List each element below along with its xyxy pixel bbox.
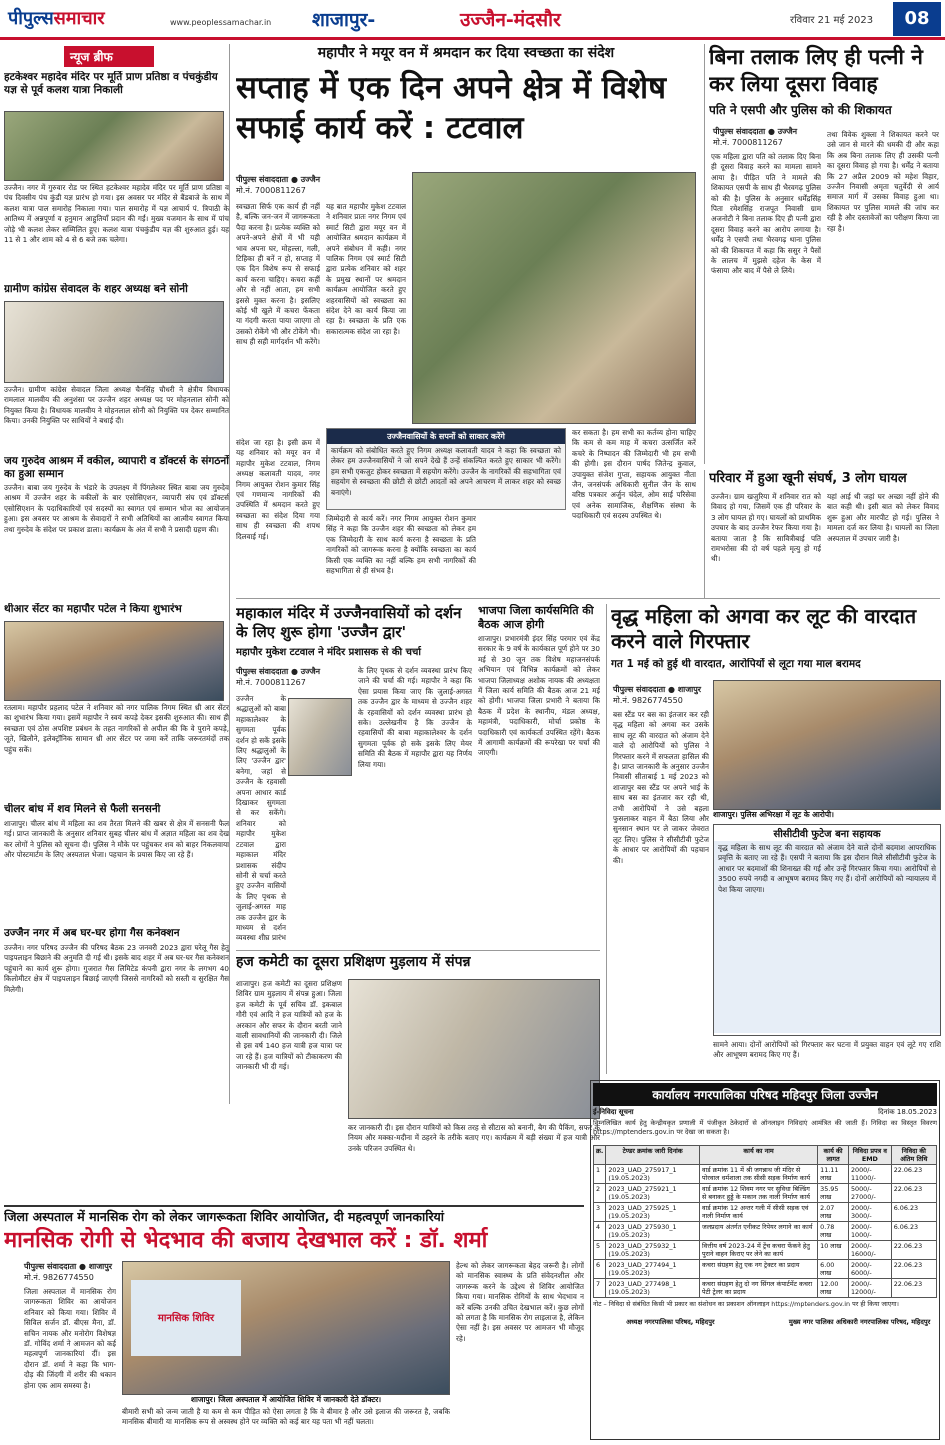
bhajpa-story <box>478 604 600 944</box>
mahakal-column-2: के लिए पृथक से दर्शन व्यवस्था प्रारंभ किए जाने की चर्चा की गई। महापौर ने कहा कि ऐसा प्रयास किया जाए कि जुलाई-अगस्त तक उज्जैन द्वार के माध्यम से उज्जैन शहर के रहवासियों को दर्शन व्यवस्था प्रारंभ हो सके। उल्लेखनीय है कि उज्जैन के रहवासियों की बाबा महाकालेश्वर के दर्शन सुगमता पूर्वक हो सके इसके लिए मेयर समिति की बैठक में महापौर द्वारा यह निर्णय लिया गया। <box>358 666 472 769</box>
talaq-subheadline: पति ने एसपी और पुलिस को की शिकायत <box>709 103 892 117</box>
three-r-centre-photo <box>4 621 224 701</box>
tender-notice <box>590 1080 940 1440</box>
tender-cell: 2000/- 12000/- <box>848 1279 891 1298</box>
lead-column-5: कर सकता है। हम सभी का कर्तव्य होना चाहिए कि कम से कम माह में कचरा उत्सर्जित करें कचरे के निष्पादन की जिम्मेदारी भी हम सभी की होगी। इस दौरान पार्षद जितेन्द्र कुवाल, उपायुक्त संजेश गुप्ता, सहायक आयुक्त नीता जैन, जनसंपर्क अधिकारी सुनील जैन के साथ वरिष्ठ पत्रकार अर्जुन चंदेल, ओम साई परिसेवा एवं अनेक सामाजिक, शैक्षणिक संस्था के पदाधिकारी एवं सदस्य उपस्थित थे। <box>572 428 696 521</box>
cctv-title: सीसीटीवी फुटेज बना सहायक <box>714 825 940 841</box>
tender-cell: 1 <box>594 1165 606 1184</box>
brief-headline-6: उज्जैन नगर में अब घर-घर होगा गैस कनेक्शन <box>4 927 180 939</box>
accused-photo <box>713 680 941 810</box>
talaq-story <box>704 44 940 464</box>
brief-headline-2: ग्रामीण कांग्रेस सेवादल के शहर अध्यक्ष बने सोनी <box>4 283 188 295</box>
mental-byline: पीपुल्स संवाददाता ● शाजापुर <box>24 1262 113 1271</box>
brief-text-2: उज्जैन। ग्रामीण कांग्रेस सेवादल जिला अध्यक्ष चैनसिंह चौधरी ने क्षेत्रीय विधायक रामलाल मालवीय की अनुशंसा पर उज्जैन शहर अध्यक्ष पद पर मोहनलाल सोनी को नियुक्त किया है। विधायक मालवीय ने मोहनलाल सोनी को नियुक्ति पत्र देकर सम्मानित किया। उनकी नियुक्ति पर साथियों ने बधाई दी। <box>4 385 229 426</box>
mayur-van-shramdan-photo <box>412 172 696 424</box>
khooni-column-2: यहां आई थी जहां घर अच्छा नहीं होने की बात कही थी। इसी बात को लेकर विवाद शुरू हुआ और मारपीट हो गई। पुलिस ने मामला दर्ज कर लिया है। घायलों का जिला अस्पताल में उपचार जारी है। <box>827 492 939 543</box>
loot-story <box>606 604 940 1074</box>
kalash-yatra-photo <box>4 111 224 181</box>
callout-text: कार्यक्रम को संबोधित करते हुए निगम अध्यक्ष कलावती यादव ने कहा कि स्वच्छता को लेकर हम उज्जैनवासियों ने जो सपने देखे हैं उन्हें संकल्पित करते हुए साकार भी करेंगे। हम सभी एकजुट होकर स्वच्छता में सहयोग करेंगे। उज्जैन के नागरिकों की सहभागिता एवं सहयोग से स्वच्छता की छोटी से छोटी आदतों को अपने आचरण में लाकर शहर को स्वच्छ बनाएंगे। <box>331 446 561 497</box>
loot-mobile: मो.नं. 9826774550 <box>613 696 683 705</box>
tender-cell: 22.06.23 <box>891 1260 936 1279</box>
mental-column-3: हेल्थ को लेकर जागरूकता बेहद जरूरी है। लोगों को मानसिक स्वास्थ्य के प्रति संवेदनशील और जागरूक करने के उद्देश्य से शिविर आयोजित किया गया। मानसिक रोगियों के साथ भेदभाव न करें बल्कि उनकी उचित देखभाल करें। कुछ लोगों को लगता है कि मानसिक रोग लाइलाज है, लेकिन ऐसा नहीं है। इस अवसर पर आमजन भी मौजूद रहे। <box>456 1261 584 1343</box>
brief-text-6: उज्जैन। नगर परिषद उज्जैन की परिषद बैठक 23 जनवरी 2023 द्वारा घरेलू गैस हेतु पाइपलाइन बिछाने की अनुमति दी गई थी। इसके बाद शहर में अब घर-घर गैस कनेक्शन पहुंचाने का कार्य शुरू होगा। गुजरात गैस लिमिटेड कंपनी द्वारा नगर के लगभग 40 किलोमीटर क्षेत्र में पाइपलाइन बिछाई जाएगी जिससे नागरिकों को सस्ती व सुरक्षित गैस मिलेगी। <box>4 943 229 994</box>
tender-sign-right: मुख्य नगर पालिका अधिकारी नगरपालिका परिषद, महिदपुर <box>788 1318 931 1326</box>
tender-cell: 2023_UAD_277494_1 (19.05.2023) <box>606 1260 700 1279</box>
mahakal-story <box>236 604 472 944</box>
tender-note: नोट – निविदा से संबंधित किसी भी प्रकार का संशोधन का प्रकाशन ऑनलाइन https://mptenders.gov.in पर ही किया जाएगा। <box>593 1300 899 1308</box>
mahakal-byline: पीपुल्स संवाददाता ● उज्जैन <box>236 667 321 676</box>
tender-cell: 2000/- 3000/- <box>848 1203 891 1222</box>
mental-headline: मानसिक रोगी से भेदभाव की बजाय देखभाल करें : डॉ. शर्मा <box>4 1228 488 1253</box>
lead-mobile: मो.नं. 7000811267 <box>236 186 306 195</box>
divider <box>236 598 940 599</box>
tender-cell: 0.78 लाख <box>818 1222 849 1241</box>
haj-column-2: कर जानकारी दी। इस दौरान यात्रियों को किस तरह से सीटास को बनानी, बैग की पैकिंग, सफर के नियम और मक्का-मदीना में ठहरने के तरीके बताए गए। कार्यक्रम में बड़ी संख्या में हज यात्री और उनके परिजन उपस्थित थे। <box>348 1123 600 1153</box>
haj-training-photo <box>348 979 600 1119</box>
cctv-box <box>713 824 941 1036</box>
tender-cell: 2.07 लाख <box>818 1203 849 1222</box>
brief-text-4: रतलाम। महापौर प्रहलाद पटेल ने शनिवार को नगर पालिक निगम स्थित थ्री आर सेंटर का शुभारंभ किया गया। इसमें महापौर ने स्वयं कपड़े देकर इसकी शुरुआत की। साथ ही स्वच्छता एवं ठोस अपशिष्ट प्रबंधन के तहत नागरिकों से अपील की कि वे पुराने कपड़े, जूते, खिलौने, इलेक्ट्रॉनिक सामान थ्री आर सेंटर पर जमा करें ताकि जरूरतमंदों तक पहुंच सकें। <box>4 703 229 754</box>
lead-column-3: संदेश जा रहा है। इसी क्रम में यह शनिवार को मयूर वन में महापौर मुकेश टटवाल, निगम अध्यक्ष कलावती यादव, नगर निगम आयुक्त रोशन कुमार सिंह एवं गणमान्य नागरिकों की उपस्थिति में श्रमदान करते हुए स्वच्छता का संदेश दिया गया साथ ही स्वच्छता की शपथ दिलवाई गई। <box>236 438 320 541</box>
tender-cell: 4 <box>594 1222 606 1241</box>
tender-header-cell: निविदा प्रपत्र व EMD <box>848 1146 891 1165</box>
page-number: 08 <box>893 2 941 36</box>
tender-cell: वार्ड क्रमांक 11 में श्री जगन्नाथ जी मंदिर से पोरवाल धर्मशाला तक सीसी सड़क निर्माण कार्य <box>699 1165 817 1184</box>
tender-row <box>594 1260 937 1279</box>
mental-column-2: बीमारी सभी को जन्म जाती है या कम से कम पीड़ित को ऐसा लगता है कि वे बीमार है और उसे इलाज की जरूरत है, जबकि मानसिक बीमारी या मानसिक रूप से अस्वस्थ होने पर व्यक्ति को कई बार यह पता भी नहीं चलता। <box>122 1407 450 1427</box>
tender-cell: 7 <box>594 1279 606 1298</box>
tender-cell: 22.06.23 <box>891 1279 936 1298</box>
website-url[interactable]: www.peoplessamachar.in <box>170 18 272 27</box>
mental-kicker: जिला अस्पताल में मानसिक रोग को लेकर जागरूकता शिविर आयोजित, दी महत्वपूर्ण जानकारियां <box>4 1209 445 1224</box>
lead-kicker: महापौर ने मयूर वन में श्रमदान कर दिया स्वच्छता का संदेश <box>317 45 615 61</box>
news-brief-label: न्यूज ब्रीफ <box>64 46 154 67</box>
khooni-sangharsh-story <box>704 470 940 598</box>
brief-headline-5: चीलर बांध में शव मिलने से फैली सनसनी <box>4 803 161 815</box>
loot-tail-text: सामने आया। दोनों आरोपियों को गिरफ्तार कर घटना में प्रयुक्त वाहन एवं लूटे गए राशि और आभूषण बरामद किए गए हैं। <box>713 1040 941 1060</box>
camp-photo <box>122 1261 450 1395</box>
brief-headline-4: थीआर सेंटर का महापौर पटेल ने किया शुभारंभ <box>4 603 182 615</box>
tender-cell: 5 <box>594 1241 606 1260</box>
tender-header-cell: कार्य की लागत <box>818 1146 849 1165</box>
brief-text-3: उज्जैन। बाबा जय गुरुदेव के भंडारे के उपलक्ष्य में पिंगलेश्वर स्थित बाबा जय गुरुदेव आश्रम में उज्जैन शहर के वकीलों के बार एसोसिएशन, व्यापारी संघ एवं डॉक्टर्स एसोसिएशन के पदाधिकारियों एवं सदस्यों का स्वागत एवं सम्मान भोज का आयोजन हुआ। इस अवसर पर आश्रम के सेवादारों ने सभी अतिथियों का आत्मीय स्वागत किया तथा गुरुदेव के संदेश पर प्रकाश डाला। कार्यक्रम के अंत में सभी ने प्रसादी ग्रहण की। <box>4 483 229 534</box>
tender-table <box>593 1145 937 1298</box>
tender-row <box>594 1279 937 1298</box>
brief-headline-1: हटकेश्वर महादेव मंदिर पर मूर्ति प्राण प्रतिष्ठा व पंचकुंडीय यज्ञ से पूर्व कलश यात्रा निकाली <box>4 71 218 96</box>
tender-cell: कचरा संग्रहण हेतु एक नग ट्रेक्टर का प्रदाय <box>699 1260 817 1279</box>
tender-cell: 22.06.23 <box>891 1241 936 1260</box>
tender-cell: कचरा संग्रहण हेतु दो नग सिंगल कंपार्टमेंट कचरा पेटी ट्रेलर का प्रदाय <box>699 1279 817 1298</box>
lead-byline: पीपुल्स संवाददाता ● उज्जैन <box>236 175 321 184</box>
mahakal-headline: महाकाल मंदिर में उज्जैनवासियों को दर्शन के लिए शुरू होगा 'उज्जैन द्वार' <box>236 604 462 641</box>
tender-cell: 2000/- 1000/- <box>848 1222 891 1241</box>
tender-cell: 2000/- 11000/- <box>848 1165 891 1184</box>
tender-sign-left: अध्यक्ष नगरपालिका परिषद, महिदपुर <box>626 1318 715 1326</box>
mahakal-column-1: उज्जैन के श्रद्धालुओं को बाबा महाकालेश्वर के सुगमता पूर्वक दर्शन हो सकें इसके लिए श्रद्धालुओं के लिए 'उज्जैन द्वार' बनेगा, जहां से उज्जैन के रहवासी अपना आधार कार्ड दिखाकर सुगमता से कर सकेंगे। शनिवार को महापौर मुकेश टटवाल द्वारा महाकाल मंदिर प्रशासक संदीप सोनी से चर्चा करते हुए उज्जैन वासियों के लिए पृथक से जुलाई-अगस्त माह तक उज्जैन द्वार के माध्यम से दर्शन व्यवस्था शीघ्र प्रारंभ <box>236 694 286 943</box>
mental-camp-banner: मानसिक शिविर <box>131 1280 241 1356</box>
haj-headline: हज कमेटी का दूसरा प्रशिक्षण मुड़लाय में संपन्न <box>236 954 471 970</box>
mental-photo-caption: शाजापुर। जिला अस्पताल में आयोजित शिविर में जानकारी देते डॉक्टर। <box>122 1395 450 1405</box>
talaq-mobile: मो.नं. 7000811267 <box>713 138 783 147</box>
lead-column-4: जिम्मेदारी से कार्य करें। नगर निगम आयुक्त रोशन कुमार सिंह ने कहा कि उज्जैन शहर की स्वच्छता को लेकर हम एक जिम्मेदारी के साथ कार्य करना है स्वच्छता के प्रति नागरिकों को जागरूक करना है क्योंकि स्वच्छता का कार्य किसी एक व्यक्ति का नहीं बल्कि हम सभी नागरिकों की सहभागिता से ही संभव है। <box>326 514 476 576</box>
tender-row <box>594 1184 937 1203</box>
lead-column-1: स्वच्छता सिर्फ एक कार्य ही नहीं है, बल्कि जन-जन में जागरूकता पैदा करना है। प्रत्येक व्यक्ति को अपने-अपने क्षेत्रों में भी यही भाव अपना घर, मोहल्ला, गली, टिहिका ही बनें न हो, सप्ताह में एक दिन विशेष रूप से सफाई कार्य करना चाहिए। कचरा कहीं और से नहीं आता, हम सभी इससे मुक्त करना है। इसलिए कोई भी खुले में कचरा फेंकता या गंदगी करता पाया जाएगा तो उसको रोकेंगे भी और टोकेंगे भी। साथ ही सही मार्गदर्शन भी करेंगे। <box>236 202 320 347</box>
tender-cell: 11.11 लाख <box>818 1165 849 1184</box>
tender-cell: वित्तीय वर्ष 2023-24 में ट्रेंच कचरा फेंकने हेतु पुराने वाहन किराए पर लेने का कार्य <box>699 1241 817 1260</box>
tender-cell: 2023_UAD_275925_1 (19.05.2023) <box>606 1203 700 1222</box>
tender-cell: 3 <box>594 1203 606 1222</box>
mahakal-mobile: मो.नं. 7000811267 <box>236 678 306 687</box>
brief-text-5: शाजापुर। चीलर बांध में महिला का शव तैरता मिलने की खबर से क्षेत्र में सनसनी फैल गई। प्राप्त जानकारी के अनुसार शनिवार सुबह चीलर बांध में अज्ञात महिला का शव देख कर लोगों ने पुलिस को सूचना दी। पुलिस ने मौके पर पहुंचकर शव को बाहर निकलवाया और पोस्टमार्टम के लिए अस्पताल भेजा। पहचान के प्रयास किए जा रहे हैं। <box>4 819 229 860</box>
tender-subtitle: ई-निविदा सूचना <box>593 1108 634 1116</box>
brief-text-1: उज्जैन। नगर में गुरुवार रोड पर स्थित हटकेश्वर महादेव मंदिर पर मूर्ति प्राण प्रतिष्ठा व पंच दिवसीय पंच कुंडी यज्ञ प्रारंभ हो गया। इस अवसर पर मंदिर से बैंडबाजे के साथ में कलश यात्रा पाल समारोह निकाला गया। पाल समारोह में यज्ञ आचार्य पं. त्रिपाठी के आतिथ्य में अन्नपूर्णा व हनुमान आहुतियाँ प्रदान की गईं। मुख्य यजमान के साथ में पांच जोड़े भी कलश लेकर सम्मिलित हुए। कलश यात्रा पंचकुंडीय यज्ञ की शुरुआत हुई। यह 11 से 1 और शाम को 4 से 6 बजे तक चलेगा। <box>4 183 229 245</box>
tender-cell: 22.06.23 <box>891 1165 936 1184</box>
tender-row <box>594 1222 937 1241</box>
khooni-column-1: उज्जैन। ग्राम खजुरिया में शनिवार रात को विवाद हो गया, जिसमें एक ही परिवार के 3 लोग घायल हो गए। घायलों को प्राथमिक उपचार के बाद उज्जैन रेफर किया गया है। बताया जाता है कि सावित्रीबाई पति रामभरोसा की दो वर्ष पहले मृत्यु हो गई थी। <box>711 492 821 564</box>
talaq-column-2: तथा विवेक शुक्ला ने शिकायत करने पर उसे जान से मारने की धमकी दी और कहा कि अब बिना तलाक लिए ही उसकी पत्नी का दूसरा विवाह हो गया है। धर्मेंद्र ने बताया कि 27 अप्रैल 2009 को महेश विहार, उज्जैन निवासी अमृता चतुर्वेदी से आर्य समाज मार्ग में उसका विवाह हुआ था। शिकायत पर पुलिस मामले की जांच कर रही है और दस्तावेजों का परीक्षण किया जा रहा है। <box>827 130 939 233</box>
tender-cell: 35.95 लाख <box>818 1184 849 1203</box>
mahakal-subheadline: महापौर मुकेश टटवाल ने मंदिर प्रशासक से की चर्चा <box>236 647 421 658</box>
talaq-byline: पीपुल्स संवाददाता ● उज्जैन <box>713 127 798 136</box>
talaq-column-1: एक महिला द्वारा पति को तलाक दिए बिना ही दूसरा विवाह करने का मामला सामने आया है। पीड़ित पति ने मामले की शिकायत एसपी के साथ ही भैरवगढ़ पुलिस को की है। पुलिस के अनुसार धर्मेंद्रसिंह पिता रमेशसिंह राजपूत निवासी ग्राम अजनोटी ने बिना तलाक दिए ही पत्नी द्वारा दूसरा विवाह करने का आरोप लगाया है। धर्मेंद्र ने एसपी तथा भैरवगढ़ थाना पुलिस को की शिकायत में कहा कि ससुर ने पैसों के लालच में मुझसे दहेज के केस में फंसाया और बाद में पैसे ले लिये। <box>711 152 821 276</box>
tender-cell: 10 लाख <box>818 1241 849 1260</box>
bhajpa-text: शाजापुर। प्रभारमंत्री इंदर सिंह परमार एवं केंद्र सरकार के 9 वर्ष के कार्यकाल पूर्ण होने पर 30 मई से 30 जून तक विशेष महाजनसंपर्क अभियान एवं विभिन्न कार्यक्रमों को लेकर भाजपा जिलाध्यक्ष अशोक नायक की अध्यक्षता में जिला कार्य समिति की बैठक आज 21 मई को होगी। भाजपा जिला प्रभारी ने बताया कि बैठक में प्रदेश के स्थानीय, मंडल अध्यक्ष, महामंत्री, पदाधिकारी, मोर्चा प्रकोष्ठ के पदाधिकारी एवं कार्यकर्ता उपस्थित रहेंगे। बैठक में आगामी कार्यक्रमों की रूपरेखा पर चर्चा की जाएगी। <box>478 634 600 758</box>
cctv-text: वृद्ध महिला के साथ लूट की वारदात को अंजाम देने वाले दोनों बदमाश आपराधिक प्रवृत्ति के बताए जा रहे हैं। एसपी ने बताया कि इस दौरान मिले सीसीटीवी फुटेज के आधार पर बदमाशों की शिनाख्त की गई और उन्हें गिरफ्तार किया गया। आरोपियों से 3500 रुपये नगदी व आभूषण बरामद किए गए हैं। दोनों आरोपियों को न्यायालय में पेश किया जाएगा। <box>714 841 940 1033</box>
bhajpa-headline: भाजपा जिला कार्यसमिति की बैठक आज होगी <box>478 604 594 631</box>
tender-cell: 6 <box>594 1260 606 1279</box>
haj-story <box>236 950 600 1200</box>
loot-byline: पीपुल्स संवाददाता ● शाजापुर <box>613 685 702 694</box>
news-brief-column <box>4 44 230 1104</box>
tender-header-cell: क्र. <box>594 1146 606 1165</box>
tender-cell: 2023_UAD_275932_1 (19.05.2023) <box>606 1241 700 1260</box>
tender-title: कार्यालय नगरपालिका परिषद महिदपुर जिला उज्जैन <box>593 1083 937 1106</box>
mental-column-1: जिला अस्पताल में मानसिक रोग जागरूकता शिविर का आयोजन शनिवार को किया गया। शिविर में सिविल सर्जन डॉ. बीएस मैना, डॉ. सचिन नायक और मनोरोग विशेषज्ञ डॉ. गोविंद शर्मा ने आमजन को कई महत्वपूर्ण जानकारियां दीं। इस दौरान डॉ. शर्मा ने कहा कि भाग-दौड़ की जिंदगी में शरीर की थकान होना एक आम समस्या है। <box>24 1287 116 1390</box>
tender-cell: 2000/- 6000/- <box>848 1260 891 1279</box>
tender-cell: वार्ड क्रमांक 12 अन्तर गली में सीसी सड़क एवं नाली निर्माण कार्य <box>699 1203 817 1222</box>
brief-headline-3: जय गुरुदेव आश्रम में वकील, व्यापारी व डॉक्टर्स के संगठनों का हुआ सम्मान <box>4 455 229 480</box>
tender-intro: निम्नलिखित कार्य हेतु केन्द्रीयकृत प्रणाली में पंजीकृत ठेकेदारों से ऑनलाइन निविदाएं आमंत्रित की जाती हैं। निविदा का विस्तृत विवरण https://mptenders.gov.in पर देखा जा सकता है। <box>593 1119 937 1136</box>
tender-cell: 2000/- 16000/- <box>848 1241 891 1260</box>
tender-row <box>594 1165 937 1184</box>
tender-cell: 6.06.23 <box>891 1203 936 1222</box>
edition-city-primary: शाजापुर- <box>312 9 376 31</box>
tender-cell: 6.00 लाख <box>818 1260 849 1279</box>
tender-cell: जलप्रदाय अंतर्गत एनीकट रिपेयर लगाने का कार्य <box>699 1222 817 1241</box>
lead-headline: सप्ताह में एक दिन अपने क्षेत्र में विशेष सफाई कार्य करें : टटवाल <box>236 70 667 146</box>
tender-cell: वार्ड क्रमांक 12 शिवम नगर पर सुविधा बिल्डिंग से बनाकर हुड्डे के मकान तक नाली निर्माण कार्य <box>699 1184 817 1203</box>
tender-row <box>594 1203 937 1222</box>
tender-cell: 2023_UAD_275917_1 (19.05.2023) <box>606 1165 700 1184</box>
tender-cell: 5000/- 27000/- <box>848 1184 891 1203</box>
loot-headline: वृद्ध महिला को अगवा कर लूट की वारदात करने वाले गिरफ्तार <box>611 604 917 653</box>
callout-title: उज्जैनवासियों के सपनों को साकार करेंगे <box>327 429 565 444</box>
khooni-headline: परिवार में हुआ खूनी संघर्ष, 3 लोग घायल <box>709 471 907 486</box>
tender-cell: 6.06.23 <box>891 1222 936 1241</box>
tender-date: दिनांक 18.05.2023 <box>878 1108 937 1116</box>
callout-box <box>326 428 566 510</box>
lead-story <box>236 44 696 592</box>
tender-header-cell: निविदा की अंतिम तिथि <box>891 1146 936 1165</box>
tender-header-cell: कार्य का नाम <box>699 1146 817 1165</box>
talaq-headline: बिना तलाक लिए ही पत्नी ने कर लिया दूसरा विवाह <box>709 45 923 96</box>
lead-column-2: यह बात महापौर मुकेश टटवाल ने शनिवार प्रातः नगर निगम एवं स्मार्ट सिटी द्वारा मयूर वन में आयोजित श्रमदान कार्यक्रम में अपने संबोधन में कही। नगर पालिक निगम एवं स्मार्ट सिटी द्वारा प्रत्येक शनिवार को शहर के प्रमुख स्थानों पर श्रमदान कार्यक्रम आयोजित करते हुए शहरवासियों को स्वच्छता का संदेश देने का कार्य किया जा रहा है। स्वच्छता के प्रति एक सकारात्मक संदेश जा रहा है। <box>326 202 406 336</box>
issue-date: रविवार 21 मई 2023 <box>790 15 874 26</box>
newspaper-logo: पीपुल्ससमाचार <box>8 8 105 29</box>
tender-header-cell: टेण्डर क्रमांक जारी दिनांक <box>606 1146 700 1165</box>
tender-cell: 2023_UAD_277498_1 (19.05.2023) <box>606 1279 700 1298</box>
haj-column-1: शाजापुर। हज कमेटी का दूसरा प्रशिक्षण शिविर ग्राम मुड़लाय में संपन्न हुआ। जिला हज कमेटी के पूर्व सचिव डॉ. इकबाल गौरी एवं आदि ने हज यात्रियों को हज के अरकान और सफर के दौरान बरती जाने वाली सावधानियों की जानकारी दी। जिले से इस वर्ष 140 हज यात्री हज यात्रा पर जा रहे हैं। हज यात्रियों को टीकाकरण की जानकारी भी दी गई। <box>236 979 342 1072</box>
tender-row <box>594 1241 937 1260</box>
loot-subheadline: गत 1 मई को हुई थी वारदात, आरोपियों से लूटा गया माल बरामद <box>611 658 861 670</box>
mental-health-story <box>4 1205 584 1441</box>
tender-cell: 2023_UAD_275930_1 (19.05.2023) <box>606 1222 700 1241</box>
seva-dal-photo <box>4 301 224 383</box>
masthead <box>0 0 945 40</box>
loot-column-1: बस स्टैंड पर बस का इंतजार कर रही वृद्ध महिला को अगवा कर उसके साथ लूट की वारदात को अंजाम देने वाले दो आरोपियों को पुलिस ने गिरफ्तार करने में सफलता हासिल की है। प्राप्त जानकारी के अनुसार उज्जैन निवासी सीताबाई 1 मई 2023 को शाजापुर बस स्टैंड पर अपने भाई के साथ बस का इंतजार कर रही थी, तभी आरोपियों ने उसे बहला फुसलाकर वाहन में बैठा लिया और सुनसान स्थान पर ले जाकर जेवरात लूट लिए। पुलिस ने सीसीटीवी फुटेज के आधार पर आरोपियों की पहचान की। <box>613 710 709 865</box>
tender-cell: 12.00 लाख <box>818 1279 849 1298</box>
mental-mobile: मो.नं. 9826774550 <box>24 1273 94 1282</box>
tender-cell: 22.06.23 <box>891 1184 936 1203</box>
loot-photo-caption: शाजापुर। पुलिस अभिरक्षा में लूट के आरोपी। <box>713 810 834 819</box>
tender-cell: 2023_UAD_275921_1 (19.05.2023) <box>606 1184 700 1203</box>
tender-cell: 2 <box>594 1184 606 1203</box>
edition-city-secondary: उज्जैन-मंदसौर <box>460 9 561 31</box>
